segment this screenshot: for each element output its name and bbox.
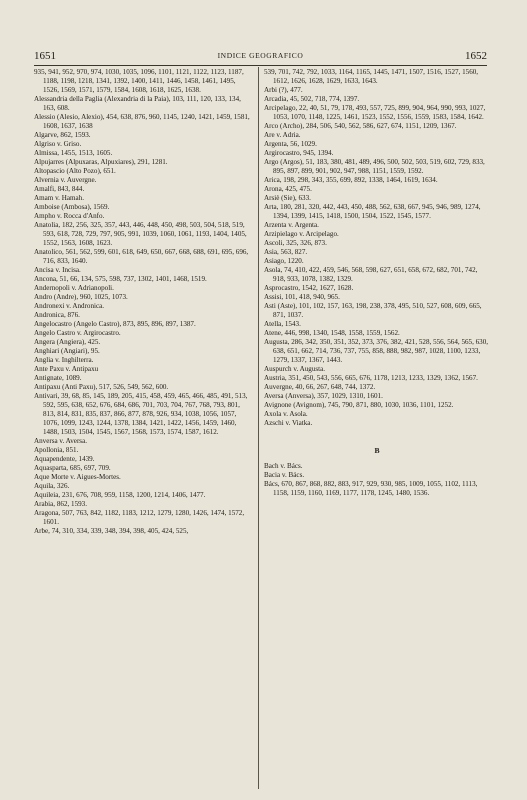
index-entry: Ascoli, 325, 326, 873. [264,239,327,247]
index-entry: Arzipielago v. Arcipelago. [264,230,339,238]
index-entry: Arbi (?), 477. [264,86,303,94]
index-entry: Asti (Aste), 101, 102, 157, 163, 198, 238, 378, 495, 510, 527, 608, 609, 665, 871, 1037. [264,302,482,319]
index-entry: Arco (Archo), 284, 506, 540, 562, 586, 627, 674, 1151, 1209, 1367. [264,122,457,130]
index-entry: Andro (Andre), 960, 1025, 1073. [34,293,128,301]
index-entry: 539, 701, 742, 792, 1033, 1164, 1165, 1445, 1471, 1507, 1516, 1527, 1560, 1612, 1626, 1628, 1629, 1633, 1643. [264,68,479,85]
index-entry: Argirocastro, 945, 1394. [264,149,334,157]
index-entry: Aragona, 507, 763, 842, 1182, 1183, 1212, 1279, 1280, 1426, 1474, 1572, 1601. [34,509,245,526]
index-entry: Arcipelago, 22, 40, 51, 79, 178, 493, 557, 725, 899, 904, 964, 990, 993, 1027, 1053, 1070, 1148, 1225, 1461, 1523, 1552, 1556, 1559, 1583, 1584, 1642. [264,104,486,121]
index-entry: Atene, 446, 998, 1340, 1548, 1558, 1559, 1562. [264,329,400,337]
index-entry: Assisi, 101, 418, 940, 965. [264,293,340,301]
index-entry: Antignate, 1089. [34,374,82,382]
index-entry: Auvergne, 40, 66, 267, 648, 744, 1372. [264,383,376,391]
right-column [264,68,490,498]
page-number-right: 1652 [465,50,487,62]
index-entry: Argenta, 56, 1029. [264,140,317,148]
index-entry: Altopascio (Alto Pozo), 651. [34,167,116,175]
index-entry: Bacia v. Bács. [264,471,305,479]
column-divider [258,67,259,789]
index-entry: Angelocastro (Angelo Castro), 873, 895, 896, 897, 1387. [34,320,196,328]
right-entries-a [264,68,490,428]
index-entry: Andronica, 876. [34,311,80,319]
index-entry: Amalfi, 843, 844. [34,185,85,193]
index-entry: Aversa (Anversa), 357, 1029, 1310, 1601. [264,392,383,400]
index-entry: Arcadia, 45, 502, 718, 774, 1397. [264,95,360,103]
index-entry: Angelo Castro v. Argirocastro. [34,329,121,337]
index-entry: Anversa v. Aversa. [34,437,87,445]
index-entry: Aquileia, 231, 676, 708, 959, 1158, 1200, 1214, 1406, 1477. [34,491,206,499]
index-entry: Alpujarres (Alpuxaras, Alpuxiares), 291, 1281. [34,158,168,166]
index-entry: Ancona, 51, 66, 134, 575, 598, 737, 1302, 1401, 1468, 1519. [34,275,207,283]
index-entry: Arsiè (Sie), 633. [264,194,311,202]
index-entry: Arzenta v. Argenta. [264,221,319,229]
right-entries-b [264,462,490,498]
index-entry: Anatolia, 182, 256, 325, 357, 443, 446, 448, 450, 498, 503, 504, 518, 519, 593, 618, 728, 729, 797, 905, 991, 1039, 1060, 1061, 1193, 1404, 1405, 1552, 1563, 1608, 1623. [34,221,247,247]
index-entry: Austria, 351, 450, 543, 556, 665, 676, 1178, 1213, 1233, 1329, 1362, 1567. [264,374,478,382]
index-entry: Almissa, 1455, 1513, 1605. [34,149,113,157]
index-entry: Auspurch v. Augusta. [264,365,326,373]
index-entry: Aquapendente, 1439. [34,455,95,463]
index-entry: Antivari, 39, 68, 85, 145, 189, 205, 415, 458, 459, 465, 466, 485, 491, 513, 592, 595, 638, 652, 676, 684, 686, 701, 703, 704, 767, 768, 793, 801, 813, 814, 831, 835, 837, 866, 877, 878, 926, 934, 1038, 1056, 1057, 1076, 1099, 1243, 1244, 1378, 1384, 1421, 1422, 1456, 1459, 1460, 1488, 1503, 1504, 1545, 1567, 1568, 1573, 1574, 1587, 1612. [34,392,248,436]
index-entry: Anatolico, 561, 562, 599, 601, 618, 649, 650, 667, 668, 688, 691, 695, 696, 716, 833, 1640. [34,248,249,265]
section-gap [264,428,490,446]
index-entry: Antipaxu (Anti Paxu), 517, 526, 549, 562, 600. [34,383,169,391]
index-entry: Arbe, 74, 310, 334, 339, 348, 394, 398, 405, 424, 525, [34,527,189,535]
index-entry: Augusta, 286, 342, 350, 351, 352, 373, 376, 382, 421, 528, 556, 564, 565, 630, 638, 651, 662, 714, 736, 737, 755, 858, 888, 982, 987, 1028, 1100, 1233, 1279, 1337, 1367, 1443. [264,338,489,364]
index-entry: Arica, 198, 298, 343, 355, 699, 892, 1338, 1464, 1619, 1634. [264,176,438,184]
index-entry: Atella, 1543. [264,320,301,328]
index-entry: Algarve, 862, 1593. [34,131,91,139]
index-entry: Argo (Argos), 51, 183, 380, 481, 489, 496, 500, 502, 503, 519, 602, 729, 833, 895, 897, 899, 901, 902, 947, 988, 1151, 1559, 1592. [264,158,485,175]
index-entry: Avignone (Avignom), 745, 790, 871, 880, 1030, 1036, 1101, 1252. [264,401,454,409]
header-rule [34,65,487,66]
index-entry: Bács, 670, 867, 868, 882, 883, 917, 929, 930, 985, 1009, 1055, 1102, 1113, 1158, 1159, 1160, 1169, 1177, 1178, 1245, 1480, 1536. [264,480,478,497]
index-entry: Are v. Adria. [264,131,301,139]
index-entry: 935, 941, 952, 970, 974, 1030, 1035, 1096, 1101, 1121, 1122, 1123, 1187, 1188, 1198, 1218, 1341, 1392, 1400, 1411, 1446, 1458, 1461, 1495, 1526, 1569, 1571, 1579, 1584, 1608, 1618, 1625, 1638. [34,68,244,94]
index-entry: Asprocastro, 1542, 1627, 1628. [264,284,354,292]
index-entry: Apollonia, 851. [34,446,79,454]
index-entry: Ante Paxu v. Antipaxu [34,365,99,373]
index-entry: Aque Morte v. Aigues-Mortes. [34,473,121,481]
index-entry: Anglia v. Inghilterra. [34,356,94,364]
index-entry: Alessio (Alesio, Alexio), 454, 638, 876, 960, 1145, 1240, 1421, 1459, 1581, 1608, 1637, 1638 [34,113,250,130]
index-entry: Ampho v. Rocca d'Anfo. [34,212,105,220]
index-entry: Algriso v. Griso. [34,140,82,148]
index-entry: Angera (Angiera), 425. [34,338,101,346]
index-entry: Amam v. Hamah. [34,194,84,202]
left-column [34,68,252,536]
index-entry: Azschi v. Viatka. [264,419,313,427]
page-header [34,50,487,66]
page-number-left: 1651 [34,50,56,62]
index-entry: Ancisa v. Incisa. [34,266,81,274]
index-entry: Andronexi v. Andronica. [34,302,105,310]
index-entry: Andernopoli v. Adrianopoli. [34,284,114,292]
index-entry: Arta, 180, 281, 320, 442, 443, 450, 488, 562, 638, 667, 945, 946, 989, 1274, 1394, 1399, 1415, 1418, 1500, 1504, 1522, 1545, 1577. [264,203,481,220]
section-letter-b: B [374,446,380,455]
index-entry: Anghiari (Angiari), 95. [34,347,100,355]
index-entry: Arabia, 862, 1593. [34,500,87,508]
index-entry: Asia, 563, 827. [264,248,308,256]
index-entry: Aquasparta, 685, 697, 709. [34,464,111,472]
index-entry: Amboise (Ambosa), 1569. [34,203,110,211]
index-entry: Alessandria della Paglia (Alexandria di la Paia), 103, 111, 120, 133, 134, 163, 608. [34,95,241,112]
running-title: INDICE GEOGRAFICO [217,51,304,60]
index-entry: Asola, 74, 410, 422, 459, 546, 568, 598, 627, 651, 658, 672, 682, 701, 742, 918, 933, 1078, 1382, 1329. [264,266,478,283]
index-entry: Alvernia v. Auvergne. [34,176,97,184]
index-entry: Bach v. Bács. [264,462,303,470]
index-entry: Asiago, 1220. [264,257,304,265]
index-entry: Aquila, 326. [34,482,70,490]
index-entry: Arona, 425, 475. [264,185,312,193]
index-entry: Axola v. Asola. [264,410,308,418]
